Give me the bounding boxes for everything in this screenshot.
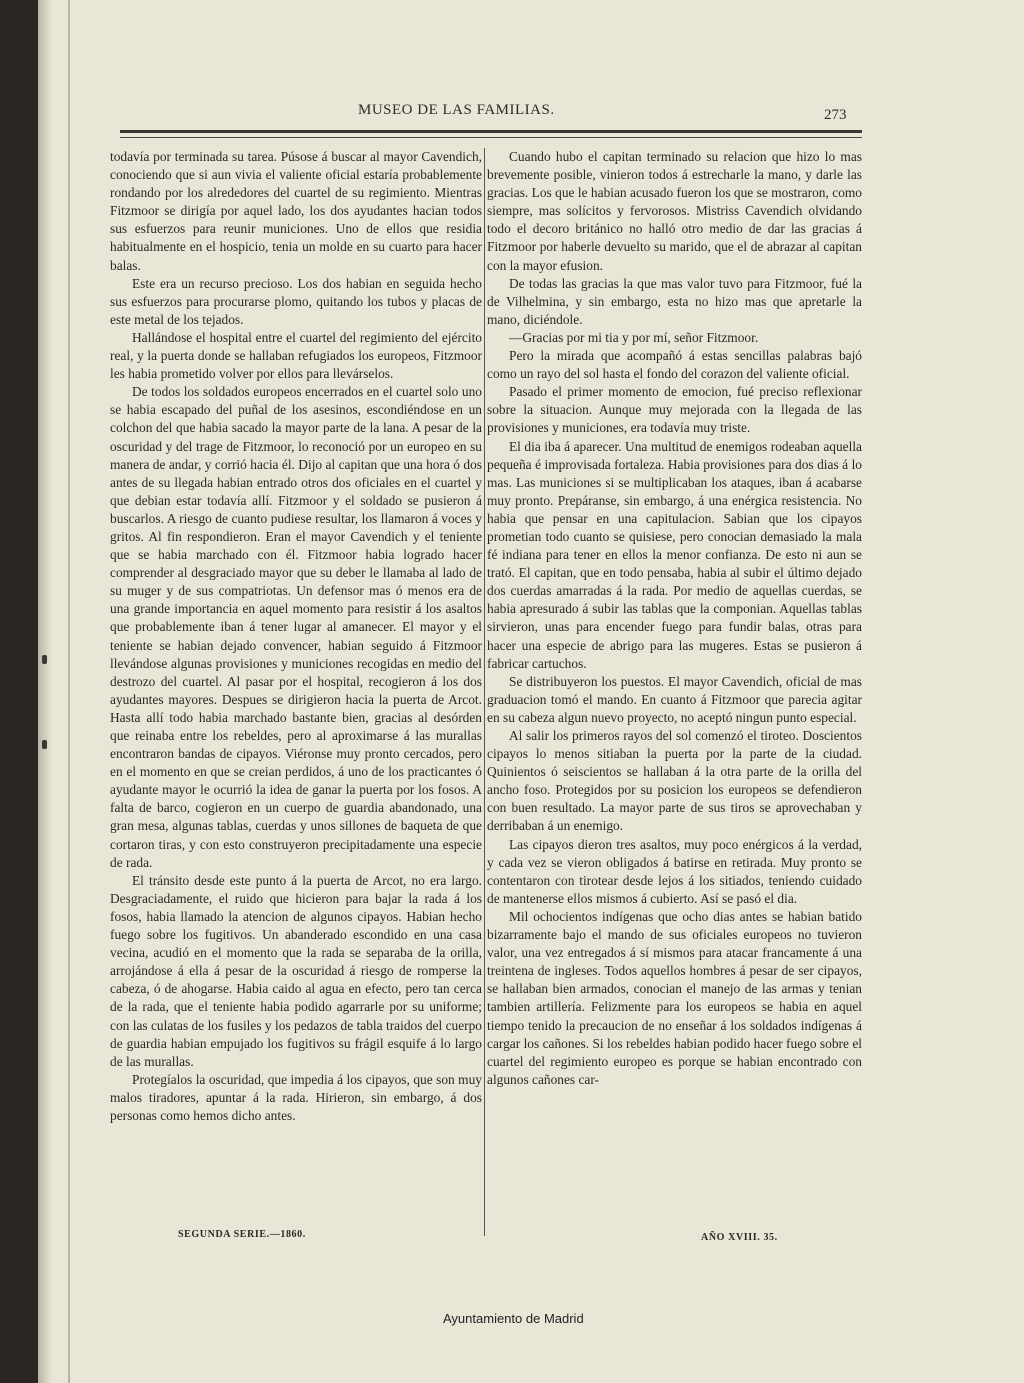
paragraph: Pero la mirada que acompañó á estas sencillas palabras bajó como un rayo del sol hasta el fondo del corazon del valiente oficial. (487, 348, 862, 382)
paragraph: todavía por terminada su tarea. Púsose á buscar al mayor Cavendich, conociendo que si aun vivia el valiente oficial estaría probablemente rondando por los alrededores del cuartel de su regimiento. Mientras Fitzmoor se dirigía por aquel lado, los dos ayudantes hacian todos sus esfuerzos para reunir municiones. Uno de ellos que residia habitualmente en el hospicio, tenia un molde en su cuarto para hacer balas. (110, 149, 482, 273)
right-column (487, 148, 862, 1089)
paragraph: Hallándose el hospital entre el cuartel del regimiento del ejército real, y la puerta donde se hallaban refugiados los europeos, Fitzmoor les habia prometido volver por ellos para llevárselos. (110, 329, 482, 382)
left-column (110, 148, 482, 1125)
paragraph: Se distribuyeron los puestos. El mayor Cavendich, oficial de mas graduacion tomó el mando. En cuanto á Fitzmoor que parecia agitar en su cabeza algun nuevo proyecto, no aceptó ningun punto especial. (487, 673, 862, 725)
paragraph: De todos los soldados europeos encerrados en el cuartel solo uno se habia escapado del puñal de los asesinos, escondiéndose en un colchon del que habia sacado la mayor parte de la lana. A pesar de la oscuridad y del trage de Fitzmoor, lo reconoció por un europeo en su manera de andar, y corrió hacia él. Dijo al capitan que una hora ó dos antes de su llegada habian entrado otros dos oficiales en el cuartel y que debian estar todavía allí. Fitzmoor y el soldado se pusieron á buscarlos. A riesgo de cuanto pudiese resultar, los llamaron á voces y gritos. Al fin respondieron. Eran el mayor Cavendich y el teniente que se habia marchado con él. Fitzmoor habia logrado hacer comprender al desgraciado mayor que su deber le llamaba al lado de su muger y de sus compatriotas. Un defensor mas ó menos era de una grande importancia en aquel momento para resistir á los asaltos que probablemente iban á tener lugar al amanecer. El mayor y el teniente se habian dejado convencer, habian seguido á Fitzmoor llevándose algunas provisiones y municiones recogidas en medio del destrozo del cuartel. Al pasar por el hospital, recogieron á los dos ayudantes mayores. Despues se dirigieron hacia la puerta de Arcot. Hasta allí todo habia marchado bastante bien, gracias al desórden que reinaba entre los rebeldes, pero al aproximarse á las murallas encontraron bandas de cipayos. Viéronse muy pronto cercados, pero en el momento en que se creian perdidos, á uno de los practicantes ó ayudante mayor le ocurrió la idea de ganar la puerta por los fosos. A falta de barco, cogieron en un cuerpo de guardia abandonado, una gran mesa, algunas tablas, cuerdas y unos sillones de baqueta de que cortaron tiras, y con esto construyeron precipitadamente una especie de rada. (110, 384, 482, 870)
binding-margin-line (68, 0, 70, 1383)
running-head: MUSEO DE LAS FAMILIAS. (358, 102, 555, 118)
scan-mark (42, 655, 47, 664)
paragraph: Al salir los primeros rayos del sol comenzó el tiroteo. Doscientos cipayos lo menos sitiaban la puerta por la parte de la ciudad. Quinientos ó seiscientos se hallaban á la otra parte de la orilla del ancho foso. Protegidos por su posicion los europeos se defendieron con buen resultado. La mayor parte de sus tiros se aprovechaban y derribaban á un enemigo. (487, 728, 862, 834)
paragraph: Mil ochocientos indígenas que ocho dias antes se habian batido bizarramente bajo el mando de sus oficiales europeos no tuvieron valor, una vez entregados á sí mismos para atacar francamente á una treintena de ingleses. Todos aquellos hombres á pesar de ser cipayos, se hallaban bien armados, conocian el manejo de las armas y tenian tambien artillería. Felizmente para los europeos se habia en aquel tiempo tenido la precaucion de no enseñar á los soldados indígenas á cargar los cañones. Si los rebeldes habian podido hacer fuego sobre el cuartel del regimiento europeo es porque se habian encontrado con algunos cañones car- (487, 908, 862, 1087)
footer-volume: AÑO XVIII. 35. (701, 1232, 778, 1243)
page-number: 273 (824, 107, 847, 123)
paragraph: El tránsito desde este punto á la puerta de Arcot, no era largo. Desgraciadamente, el ruido que hicieron para bajar la rada á los fosos, habia llamado la atencion de algunos cipayos. Habian hecho fuego sobre los fugitivos. Un abanderado escondido en una casa vecina, acudió en el momento que la rada se separaba de la orilla, arrojándose á ella á pesar de la oscuridad á riesgo de romperse la cabeza, ó de ahogarse. Habia caido al agua en efecto, pero tan cerca de la rada, que el teniente habia podido agarrarle por su uniforme; con las culatas de los fusiles y los pedazos de tabla traidos del cuerpo de guardia habian empujado los fugitivos su frágil esquife á lo largo de las murallas. (110, 872, 482, 1069)
paragraph: Pasado el primer momento de emocion, fué preciso reflexionar sobre la situacion. Aunque muy mejorada con la llegada de las provisiones y municiones, era todavía muy triste. (487, 384, 862, 436)
paragraph: De todas las gracias la que mas valor tuvo para Fitzmoor, fué la de Vilhelmina, y sin embargo, esta no hizo mas que apretarle la mano, diciéndole. (487, 275, 862, 327)
paragraph: Cuando hubo el capitan terminado su relacion que hizo lo mas brevemente posible, vinieron todos á estrecharle la mano, y darle las gracias. Los que le habian acusado fueron los que se mostraron, como siempre, mas solícitos y fervorosos. Mistriss Cavendich olvidando todo el decoro británico no halló otro medio de dar las gracias á Fitzmoor por haberle devuelto su marido, que el de abrazar al capitan con la mayor efusion. (487, 149, 862, 273)
header-rule-thin (120, 137, 862, 138)
paragraph: Este era un recurso precioso. Los dos habian en seguida hecho sus esfuerzos para procurarse plomo, quitando los tubos y placas de este metal de los tejados. (110, 275, 482, 327)
paragraph: Las cipayos dieron tres asaltos, muy poco enérgicos á la verdad, y cada vez se vieron obligados á batirse en retirada. Muy pronto se contentaron con tirotear desde lejos á los sitiados, teniendo cuidado de mantenerse ellos mismos á cubierto. Así se pasó el dia. (487, 836, 862, 906)
paragraph: Protegíalos la oscuridad, que impedia á los cipayos, que son muy malos tiradores, apuntar á la rada. Hirieron, sin embargo, á dos personas como hemos dicho antes. (110, 1071, 482, 1123)
paragraph: El dia iba á aparecer. Una multitud de enemigos rodeaban aquella pequeña é improvisada fortaleza. Habia provisiones para dos dias á lo mas. Las municiones si se multiplicaban los ataques, iban á acabarse muy pronto. Prepáranse, sin embargo, á una enérgica resistencia. No habia que pensar en una capitulacion. Sabian que los cipayos prometian todo cuanto se quisiese, pero conocian demasiado la mala fé indiana para tener en ellos la menor confianza. De esto ni aun se trató. El capitan, que en todo pensaba, habia al subir el último dejado dos cuerdas amarradas á la rada. Por medio de aquellas cuerdas, se habia apresurado á subir las tablas que la componian. Aquellas tablas sirvieron, unas para encender fuego para fundir balas, otras para hacer una especie de abrigo para las mugeres. Estas se pusieron á fabricar cartuchos. (487, 438, 862, 671)
footer-series: SEGUNDA SERIE.—1860. (178, 1229, 306, 1240)
paragraph: —Gracias por mi tia y por mí, señor Fitzmoor. (509, 329, 759, 345)
page-spine-shadow (38, 0, 52, 1383)
watermark: Ayuntamiento de Madrid (443, 1311, 584, 1326)
column-divider (484, 148, 485, 1236)
scan-mark (42, 740, 47, 749)
header-rule-thick (120, 130, 862, 133)
